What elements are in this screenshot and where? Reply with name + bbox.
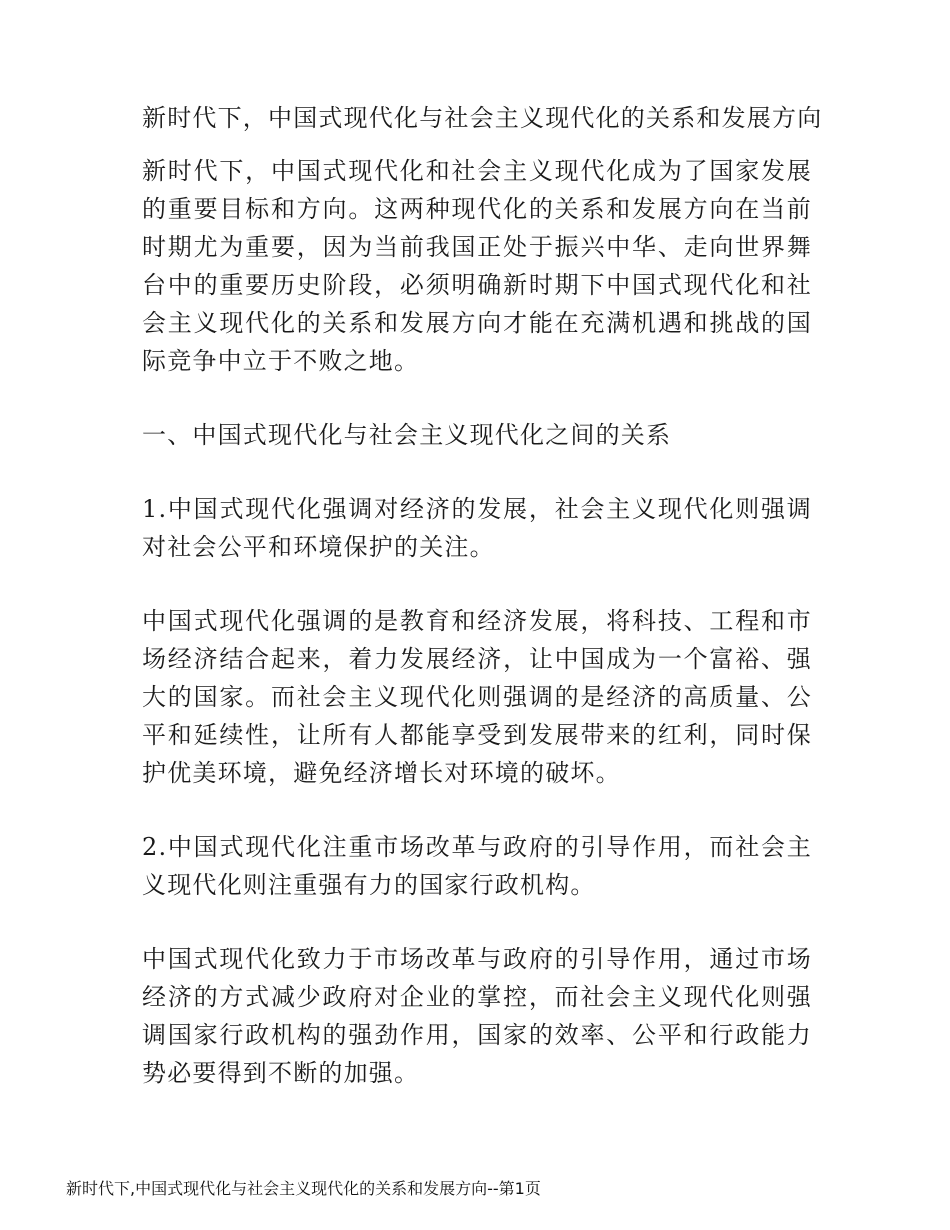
document-page	[142, 98, 823, 1092]
point-2-heading: 2.中国式现代化注重市场改革与政府的引导作用，而社会主义现代化则注重强有力的国家行政机构。	[142, 833, 812, 899]
point-1-heading: 1.中国式现代化强调对经济的发展，社会主义现代化则强调对社会公平和环境保护的关注。	[142, 495, 812, 561]
intro-paragraph: 新时代下，中国式现代化和社会主义现代化成为了国家发展的重要目标和方向。这两种现代化的关系和发展方向在当前时期尤为重要，因为当前我国正处于振兴中华、走向世界舞台中的重要历史阶段，必须明确新时期下中国式现代化和社会主义现代化的关系和发展方向才能在充满机遇和挑战的国际竞争中立于不败之地。	[142, 157, 812, 375]
point-1-body: 中国式现代化强调的是教育和经济发展，将科技、工程和市场经济结合起来，着力发展经济，让中国成为一个富裕、强大的国家。而社会主义现代化则强调的是经济的高质量、公平和延续性，让所有人都能享受到发展带来的红利，同时保护优美环境，避免经济增长对环境的破坏。	[142, 607, 812, 787]
section-heading: 一、中国式现代化与社会主义现代化之间的关系	[142, 421, 672, 449]
point-2-body: 中国式现代化致力于市场改革与政府的引导作用，通过市场经济的方式减少政府对企业的掌控，而社会主义现代化则强调国家行政机构的强劲作用，国家的效率、公平和行政能力势必要得到不断的加强。	[142, 945, 812, 1087]
spacer	[142, 380, 812, 416]
page-footer: 新时代下,中国式现代化与社会主义现代化的关系和发展方向--第1页	[66, 1179, 541, 1198]
spacer	[142, 566, 812, 602]
document-title: 新时代下，中国式现代化与社会主义现代化的关系和发展方向	[142, 104, 823, 132]
spacer	[142, 454, 812, 490]
spacer	[142, 904, 812, 940]
spacer	[142, 792, 812, 828]
